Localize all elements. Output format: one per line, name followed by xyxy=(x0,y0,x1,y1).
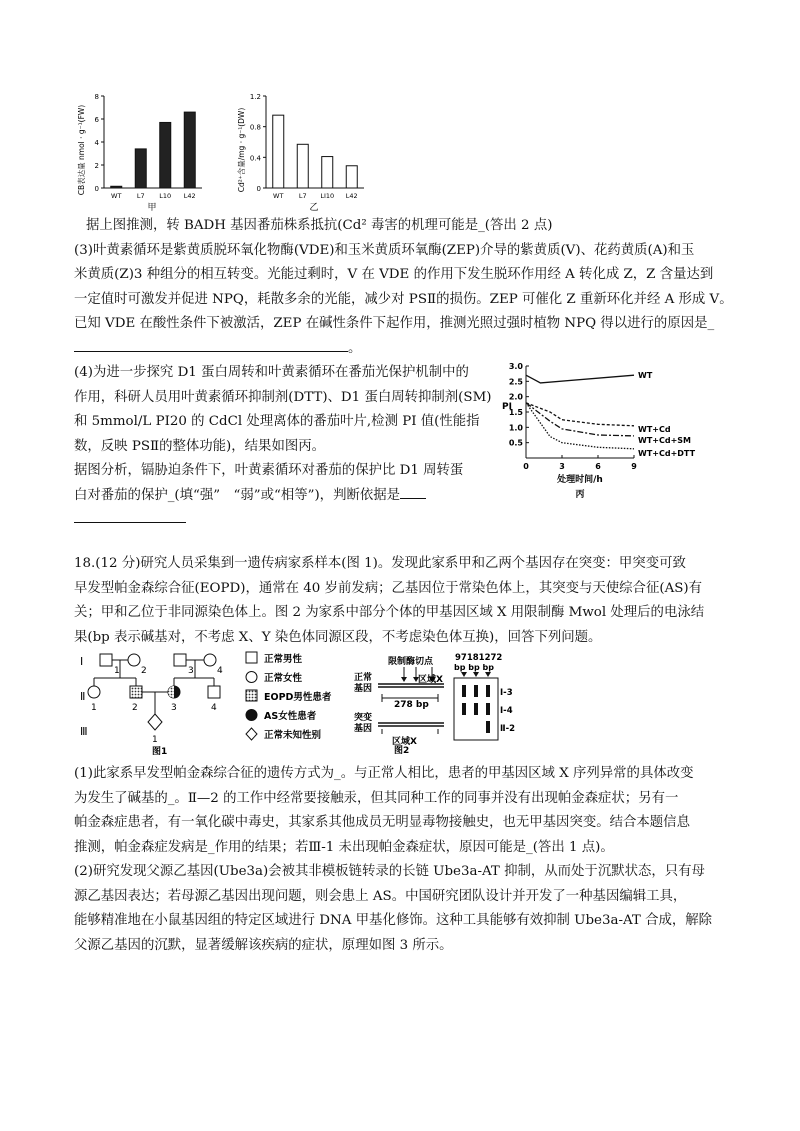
series-label: WT+Cd+DTT xyxy=(638,449,696,458)
q18-1-line-1: (1)此家系早发型帕金森综合征的遗传方式为_。与正常人相比，患者的甲基因区域 X 序列异常的具体改变 xyxy=(74,766,694,781)
x-tick-label: 3 xyxy=(559,462,565,471)
chart-bing-caption: 丙 xyxy=(575,490,585,500)
electrophoresis-figure-2 xyxy=(352,650,516,756)
q3-line-5 xyxy=(74,337,746,362)
q18-1-line-3: 帕金森症患者，有一氧化碳中毒史，其家系其他成员无明显毒物接触史，也无甲基因突变。结合本题信息 xyxy=(74,815,690,830)
y-tick-label: 0.8 xyxy=(249,123,261,132)
x-category-label: L7 xyxy=(298,192,307,200)
y-tick-label: 1.0 xyxy=(508,423,523,433)
q18-line-3: 关；甲和乙位于非同源染色体上。图 2 为家系中部分个体的甲基因区域 X 用限制酶 Mwol 处理后的电泳结 xyxy=(74,605,705,620)
individual-I-3-male xyxy=(174,654,186,666)
legend-label: 正常男性 xyxy=(264,654,303,665)
q18-2-line-1: (2)研究发现父源乙基因(Ube3a)会被其非模板链转录的长链 Ube3a-AT 抑制，从而处于沉默状态，只有母 xyxy=(74,864,705,879)
chart-yi-caption: 乙 xyxy=(309,203,319,213)
x-tick-label: 6 xyxy=(595,462,601,471)
gel-band xyxy=(486,721,490,733)
y-tick-label: 2 xyxy=(94,162,99,170)
y-tick-label: 6 xyxy=(94,116,99,124)
question-18-subparts xyxy=(74,762,746,958)
arrow-head xyxy=(401,677,407,682)
restriction-site-label: 限制酶切点 xyxy=(388,657,434,667)
legend-label: AS女性患者 xyxy=(264,711,317,722)
series-label: WT+Cd xyxy=(638,425,671,434)
y-tick-label: 8 xyxy=(94,93,99,101)
individual-number: 3 xyxy=(188,666,194,676)
individual-I-1-male xyxy=(100,654,112,666)
lane-bp-units: bp bp bp xyxy=(454,663,494,672)
q18-2-line-3: 能够精准地在小鼠基因组的特定区域进行 DNA 甲基化修饰。这种工具能够有效抑制 Ube3a-AT 合成，解除 xyxy=(74,913,713,928)
x-category-label: WT xyxy=(273,192,284,200)
individual-II-4-male xyxy=(208,686,220,698)
generation-label-1: Ⅰ xyxy=(80,655,84,668)
x-category-label: L7 xyxy=(136,192,145,200)
legend-label: 正常未知性别 xyxy=(264,730,322,741)
y-tick-label: 0 xyxy=(94,185,99,193)
question-18-text xyxy=(74,552,746,650)
x-category-label: WT xyxy=(111,192,122,200)
chart-yi xyxy=(230,88,375,213)
y-tick-label: 4 xyxy=(94,139,99,147)
figure-1-caption: 图1 xyxy=(152,747,168,757)
q3-line-2: 米黄质(Z)3 种组分的相互转变。光能过剩时，V 在 VDE 的作用下发生脱环作用经 A 转化成 Z，Z 含量达到 xyxy=(74,267,714,282)
bar-WT xyxy=(111,186,122,188)
answer-blank xyxy=(400,484,426,499)
bar-L42 xyxy=(184,112,195,188)
y-tick-label: 0.5 xyxy=(508,438,523,448)
q3-line-3: 一定值时可激发并促进 NPQ，耗散多余的光能，减少对 PSⅡ的损伤。ZEP 可催化 Z 重新环化并经 A 形成 V。 xyxy=(74,291,733,307)
bar-L42 xyxy=(346,166,357,188)
q4-line-6: 白对番茄的保护_(填“强” “弱”或“相等”)，判断依据是 xyxy=(74,487,401,503)
bar-LI10 xyxy=(322,157,333,188)
series-line-WT+Cd xyxy=(526,403,634,426)
question-text-block-1 xyxy=(74,214,746,361)
chart-jia-caption: 甲 xyxy=(147,203,157,213)
q18-1-line-2: 为发生了碱基的_。Ⅱ—2 的工作中经常要接触汞，但其同种工作的同事并没有出现帕金森症状；另有一 xyxy=(74,790,679,806)
individual-number: 4 xyxy=(217,666,223,676)
individual-number: 2 xyxy=(132,703,138,713)
lane-label-II-2: Ⅱ-2 xyxy=(500,724,516,734)
gel-band xyxy=(486,703,490,715)
bp-278-label: 278 bp xyxy=(394,700,429,710)
q18-line-2: 早发型帕金森综合征(EOPD)，通常在 40 岁前发病；乙基因位于常染色体上，其突变与天使综合征(AS)有 xyxy=(74,580,703,596)
series-line-WT xyxy=(526,375,634,383)
answer-blank xyxy=(74,508,186,523)
y-tick-label: 1.2 xyxy=(249,93,261,101)
x-tick-label: 9 xyxy=(631,462,637,471)
y-tick-label: 3.0 xyxy=(508,362,523,371)
q4-line-4: 数，反映 PSⅡ的整体功能)，结果如图丙。 xyxy=(74,438,326,454)
series-label: WT xyxy=(638,371,653,381)
q18-line-4: 果(bp 表示碱基对，不考虑 X、Y 染色体同源区段，不考虑染色体互换)，回答下列问题。 xyxy=(74,629,602,645)
pedigree-figure-1 xyxy=(74,648,350,758)
q3-line-5-end: 。 xyxy=(348,340,362,356)
individual-number: 4 xyxy=(211,703,217,713)
y-tick-label: 2.5 xyxy=(508,377,523,387)
y-tick-label: 2.0 xyxy=(508,392,523,402)
lane-bp-values: 97181272 xyxy=(455,653,503,663)
series-line-WT+Cd+SM xyxy=(526,403,634,436)
q18-2-line-4: 父源乙基因的沉默，显著缓解该疾病的症状，原理如图 3 所示。 xyxy=(74,937,453,953)
x-category-label: L42 xyxy=(183,192,196,200)
generation-label-3: Ⅲ xyxy=(80,725,88,738)
generation-label-2: Ⅱ xyxy=(80,690,86,703)
legend-label: EOPD男性患者 xyxy=(264,692,332,703)
legend-symbol-normal-female xyxy=(246,672,257,683)
gel-band xyxy=(474,685,478,697)
y-tick-label: 0 xyxy=(256,185,261,193)
chart-jia xyxy=(70,88,210,213)
lane-label-I-3: Ⅰ-3 xyxy=(500,688,513,698)
legend-label: 正常女性 xyxy=(264,673,303,684)
gel-arrow xyxy=(485,672,491,677)
gel-band xyxy=(474,703,478,715)
gel-arrow xyxy=(473,672,479,677)
q18-line-1: 18.(12 分)研究人员采集到一遗传病家系样本(图 1)。发现此家系甲和乙两个基因存在突变：甲突变可致 xyxy=(74,556,686,571)
individual-I-2-female xyxy=(128,654,140,666)
normal-gene-label: 基因 xyxy=(354,684,373,694)
q18-2-line-2: 源乙基因表达；若母源乙基因出现问题，则会患上 AS。中国研究团队设计并开发了一种基因编辑工具， xyxy=(74,888,687,904)
series-label: WT+Cd+SM xyxy=(638,436,692,445)
mutant-gene-label: 基因 xyxy=(354,724,373,734)
normal-gene-label: 正常 xyxy=(354,673,373,683)
region-x-label-top: 区域X xyxy=(418,675,443,685)
x-category-label: L10 xyxy=(159,192,172,200)
as-half-fill xyxy=(168,686,174,698)
legend-symbol-unknown-sex xyxy=(246,728,257,740)
gel-band xyxy=(462,685,466,697)
bar-WT xyxy=(273,115,284,188)
x-tick-label: 0 xyxy=(523,462,529,471)
gel-arrow xyxy=(461,672,467,677)
q4-line-1: (4)为进一步探究 D1 蛋白周转和叶黄素循环在番茄光保护机制中的 xyxy=(74,365,469,380)
q4-line-3: 和 5mmol/L PI20 的 CdCl 处理离体的番茄叶片,检测 PI 值(性能指 xyxy=(74,414,480,429)
individual-III-1-unknown-sex xyxy=(148,714,162,730)
individual-number: 1 xyxy=(91,703,97,713)
chart-yi-ylabel: Cd²⁺含量/mg · g⁻¹(DW) xyxy=(237,107,246,193)
individual-II-1-female xyxy=(88,686,100,698)
chart-bing-ylabel: PI xyxy=(502,402,512,412)
chart-bing xyxy=(500,360,720,500)
individual-II-2-eopd-male xyxy=(130,686,142,698)
question-4-text xyxy=(74,361,494,533)
chart-jia-ylabel: CB表达量 nmol · g⁻¹(FW) xyxy=(77,104,86,196)
region-x-label-bottom: 区域X xyxy=(392,737,417,747)
bar-L7 xyxy=(135,149,146,188)
legend-symbol-as-female xyxy=(246,710,257,721)
figure-2-caption: 图2 xyxy=(394,746,410,756)
y-tick-label: 1.5 xyxy=(508,408,523,417)
as-half-fill xyxy=(174,686,180,698)
q18-1-line-4: 推测，帕金森症发病是_作用的结果；若Ⅲ-1 未出现帕金森症状，原因可能是_(答出 1 点)。 xyxy=(74,839,614,855)
individual-number: 1 xyxy=(152,735,158,745)
individual-number: 3 xyxy=(171,703,177,713)
individual-I-4-female xyxy=(204,654,216,666)
bar-L7 xyxy=(297,144,308,188)
legend-symbol-eopd-male xyxy=(246,690,257,701)
individual-number: 1 xyxy=(114,666,120,676)
x-category-label: LI10 xyxy=(320,192,335,200)
gel-band xyxy=(486,685,490,697)
individual-number: 2 xyxy=(141,666,147,676)
q2-tail: 据上图推测，转 BADH 基因番茄株系抵抗(Cd² 毒害的机理可能是_(答出 2 点) xyxy=(86,218,553,233)
bar-L10 xyxy=(160,122,171,188)
y-tick-label: 0.4 xyxy=(249,154,261,163)
q4-line-5: 据图分析，镉胁迫条件下，叶黄素循环对番茄的保护比 D1 周转蛋 xyxy=(74,463,464,478)
q3-line-4: 已知 VDE 在酸性条件下被激活，ZEP 在碱性条件下起作用，推测光照过强时植物 NPQ 得以进行的原因是_ xyxy=(74,316,715,331)
gel-band xyxy=(462,703,466,715)
q3-line-1: (3)叶黄素循环是紫黄质脱环氧化物酶(VDE)和玉米黄质环氧酶(ZEP)介导的紫黄质(V)、花药黄质(A)和玉 xyxy=(74,242,695,258)
x-category-label: L42 xyxy=(345,192,358,200)
q4-line-2: 作用，科研人员用叶黄素循环抑制剂(DTT)、D1 蛋白周转抑制剂(SM) xyxy=(74,389,492,405)
mutant-gene-label: 突变 xyxy=(354,713,373,723)
legend-symbol-normal-male xyxy=(246,652,257,663)
answer-blank xyxy=(74,337,348,352)
lane-label-I-4: Ⅰ-4 xyxy=(500,706,513,716)
chart-bing-xlabel: 处理时间/h xyxy=(557,475,603,485)
